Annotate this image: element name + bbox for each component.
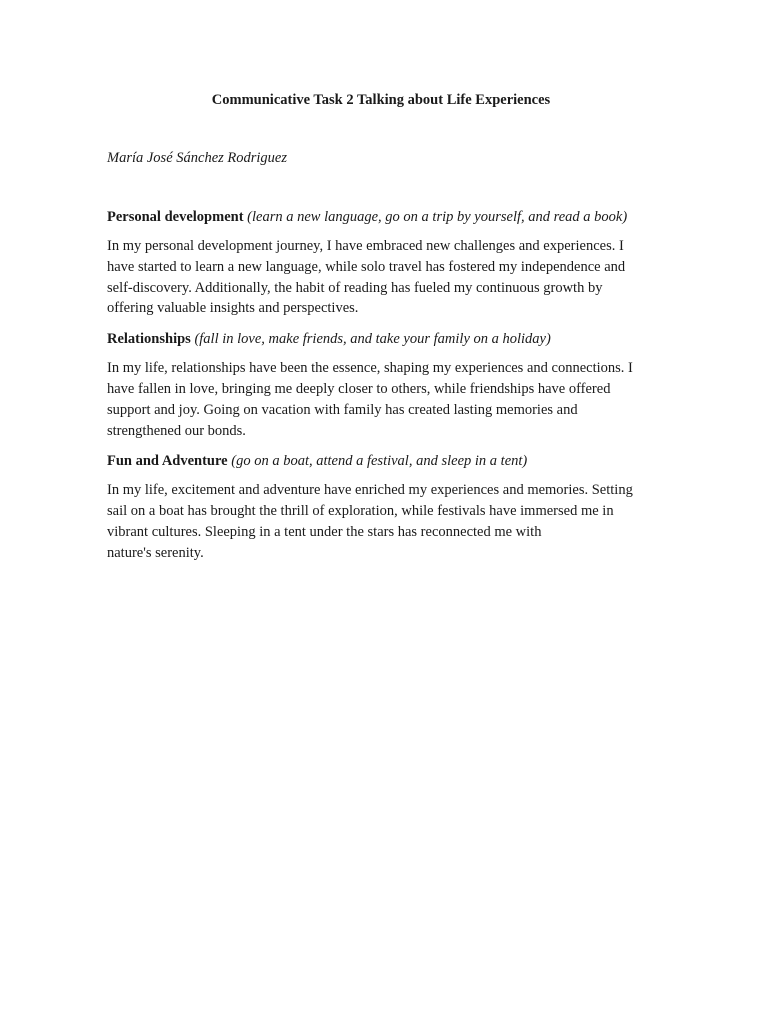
section-fun-and-adventure <box>107 451 655 563</box>
section-personal-development <box>107 207 655 319</box>
paragraph-line: support and joy. Going on vacation with family has created lasting memories and <box>107 401 578 418</box>
paragraph-line: self-discovery. Additionally, the habit of reading has fueled my continuous growth by <box>107 279 603 296</box>
paragraph-line: nature's serenity. <box>107 544 204 561</box>
section-heading <box>107 451 655 471</box>
paragraph-line: strengthened our bonds. <box>107 422 246 439</box>
paragraph-line: In my life, excitement and adventure have enriched my experiences and memories. Setting <box>107 482 633 499</box>
paragraph-line: vibrant cultures. Sleeping in a tent under the stars has reconnected me with <box>107 523 542 540</box>
section-title: Fun and Adventure <box>107 453 228 470</box>
document-title: Communicative Task 2 Talking about Life Experiences <box>211 92 551 108</box>
paragraph-line: have fallen in love, bringing me deeply closer to others, while friendships have offered <box>107 380 611 397</box>
section-paragraph <box>107 480 655 563</box>
paragraph-line: In my life, relationships have been the essence, shaping my experiences and connections. I <box>107 360 633 377</box>
section-note: (fall in love, make friends, and take your family on a holiday) <box>194 331 551 348</box>
document-page <box>107 90 655 574</box>
author-name: María José Sánchez Rodriguez <box>107 150 288 166</box>
paragraph-line: have started to learn a new language, while solo travel has fostered my independence and <box>107 258 626 275</box>
section-heading <box>107 207 655 227</box>
section-title: Personal development <box>107 209 244 225</box>
section-relationships <box>107 329 655 441</box>
section-paragraph <box>107 236 655 319</box>
paragraph-line: In my personal development journey, I have embraced new challenges and experiences. I <box>107 238 624 254</box>
section-title: Relationships <box>107 331 191 348</box>
section-paragraph <box>107 358 655 441</box>
paragraph-line: offering valuable insights and perspectives. <box>107 300 359 317</box>
paragraph-line: sail on a boat has brought the thrill of exploration, while festivals have immersed me in <box>107 503 614 520</box>
section-note: (learn a new language, go on a trip by yourself, and read a book) <box>247 209 628 225</box>
section-note: (go on a boat, attend a festival, and sleep in a tent) <box>231 453 528 470</box>
section-heading <box>107 329 655 349</box>
